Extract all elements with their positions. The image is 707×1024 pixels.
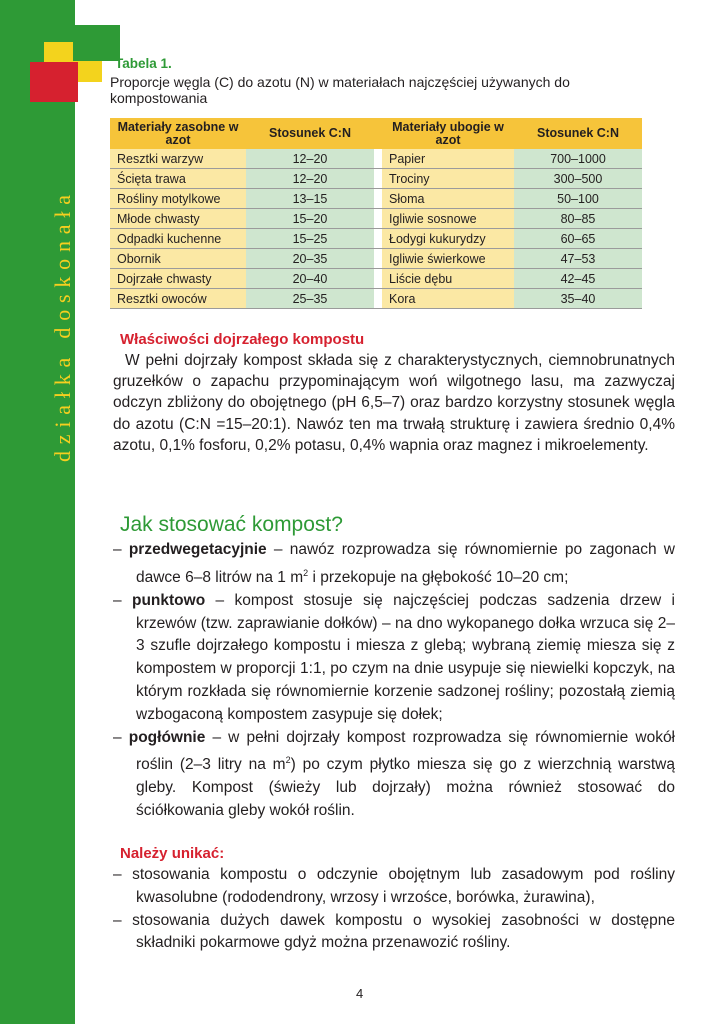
list-item (113, 727, 675, 823)
table-row (110, 149, 642, 169)
table-row (110, 249, 642, 269)
poor-material-cell: Liście dębu (382, 269, 514, 289)
header-ratio-rich: Stosunek C:N (246, 118, 374, 149)
list-dash: – (113, 866, 122, 883)
list-term: punktowo (132, 591, 206, 609)
rich-material-cell: Rośliny motylkowe (110, 189, 246, 209)
poor-material-cell: Kora (382, 289, 514, 309)
list-text: – nawóz rozprowadza się równomiernie po zagonach w dawce 6–8 litrów na 1 m (136, 541, 676, 586)
table-row (110, 189, 642, 209)
list-term: przedwegetacyjnie (128, 541, 267, 558)
list-text: ) po czym płytko miesza się go z wierzchnią warstwą gleby. Kompost (świeży lub dojrzały) można również stosować do ściółkowania gleby wokół roślin. (136, 756, 675, 820)
poor-ratio-cell: 700–1000 (514, 149, 642, 169)
section-heading-avoid: Należy unikać: (120, 845, 225, 862)
cn-ratio-table (110, 118, 642, 309)
section-heading-usage: Jak stosować kompost? (120, 513, 343, 536)
column-gap (374, 118, 382, 149)
decor-square-red (30, 62, 78, 102)
sidebar-title: działka doskonała (50, 188, 75, 462)
poor-material-cell: Łodygi kukurydzy (382, 229, 514, 249)
poor-ratio-cell: 47–53 (514, 249, 642, 269)
poor-ratio-cell: 35–40 (514, 289, 642, 309)
list-dash: – (113, 591, 122, 609)
poor-material-cell: Trociny (382, 169, 514, 189)
poor-ratio-cell: 50–100 (514, 189, 642, 209)
table-row (110, 269, 642, 289)
table-title: Tabela 1. (115, 56, 172, 71)
rich-ratio-cell: 15–25 (246, 229, 374, 249)
poor-material-cell: Igliwie świerkowe (382, 249, 514, 269)
column-gap (374, 169, 382, 189)
list-item (113, 590, 675, 727)
table-row (110, 289, 642, 309)
list-text: – w pełni dojrzały kompost rozprowadza się równomiernie wokół roślin (2–3 litry na m (136, 728, 676, 774)
column-gap (374, 209, 382, 229)
column-gap (374, 189, 382, 209)
properties-paragraph: W pełni dojrzały kompost składa się z charakterystycznych, ciemnobrunatnych gruzełków o zapachu przypominającym woń wilgotnego lasu, ma zazwyczaj odczyn zbliżony do obojętnego (pH 6,5–7) oraz bardzo korzystny stosunek węgla do azotu (C:N =15–20:1). Nawóz ten ma trwałą strukturę i zawiera średnio 0,4% azotu, 0,1% fosforu, 0,2% potasu, 0,4% wapnia oraz magnez i mikroelementy. (113, 352, 675, 454)
poor-ratio-cell: 80–85 (514, 209, 642, 229)
rich-ratio-cell: 12–20 (246, 169, 374, 189)
rich-ratio-cell: 20–40 (246, 269, 374, 289)
decor-square-green (73, 25, 120, 61)
list-text: – kompost stosuje się najczęściej podczas sadzenia drzew i krzewów (tzw. zaprawianie dołków) – na dno wykopanego dołka wrzuca się 2–3 szufle dojrzałego kompostu i miesza z glebą; wybraną ziemię miesza się z kompostem w proporcji 1:1, po czym na dnie usypuje się niewielki kopczyk, na którym rozkłada się równomiernie korzenie sadzonej rośliny; pozostałą ziemią wzbogaconą kompostem zasypuje się dołek; (136, 591, 675, 723)
rich-ratio-cell: 20–35 (246, 249, 374, 269)
column-gap (374, 149, 382, 169)
list-text: stosowania kompostu o odczynie obojętnym lub zasadowym pod rośliny kwasolubne (rododendrony, wrzosy i wrzośce, borówka, żurawina), (121, 866, 675, 906)
rich-ratio-cell: 25–35 (246, 289, 374, 309)
table-caption: Proporcje węgla (C) do azotu (N) w materiałach najczęściej używanych do kompostowania (110, 74, 570, 106)
poor-material-cell: Słoma (382, 189, 514, 209)
sidebar-strip (0, 0, 75, 1024)
table-row (110, 209, 642, 229)
column-gap (374, 269, 382, 289)
superscript: 2 (303, 567, 309, 578)
rich-material-cell: Resztki owoców (110, 289, 246, 309)
poor-ratio-cell: 60–65 (514, 229, 642, 249)
list-item (113, 864, 675, 910)
section-heading-properties: Właściwości dojrzałego kompostu (120, 331, 365, 348)
rich-material-cell: Młode chwasty (110, 209, 246, 229)
usage-list (113, 539, 675, 823)
poor-ratio-cell: 42–45 (514, 269, 642, 289)
list-text: stosowania dużych dawek kompostu o wysokiej zasobności w dostępne składniki pokarmowe gdyż można przenawozić rośliny. (121, 911, 675, 952)
list-item (113, 910, 675, 956)
column-gap (374, 249, 382, 269)
rich-ratio-cell: 13–15 (246, 189, 374, 209)
rich-material-cell: Resztki warzyw (110, 149, 246, 169)
list-dash: – (113, 541, 122, 558)
avoid-list (113, 864, 675, 955)
list-text: i przekopuje na głębokość 10–20 cm; (308, 568, 569, 586)
page-number: 4 (356, 986, 364, 1001)
list-dash: – (113, 728, 122, 746)
poor-material-cell: Igliwie sosnowe (382, 209, 514, 229)
poor-material-cell: Papier (382, 149, 514, 169)
rich-material-cell: Odpadki kuchenne (110, 229, 246, 249)
header-rich-materials: Materiały zasobne w azot (110, 118, 246, 149)
table-row (110, 229, 642, 249)
header-ratio-poor: Stosunek C:N (514, 118, 642, 149)
rich-material-cell: Obornik (110, 249, 246, 269)
rich-ratio-cell: 15–20 (246, 209, 374, 229)
poor-ratio-cell: 300–500 (514, 169, 642, 189)
rich-material-cell: Dojrzałe chwasty (110, 269, 246, 289)
list-term: pogłównie (128, 728, 206, 746)
list-item (113, 539, 675, 590)
column-gap (374, 289, 382, 309)
table-body (110, 149, 642, 309)
rich-material-cell: Ścięta trawa (110, 169, 246, 189)
header-poor-materials: Materiały ubogie w azot (382, 118, 514, 149)
rich-ratio-cell: 12–20 (246, 149, 374, 169)
table-header-row (110, 118, 642, 149)
superscript: 2 (285, 755, 291, 766)
column-gap (374, 229, 382, 249)
list-dash: – (113, 911, 122, 929)
table-row (110, 169, 642, 189)
